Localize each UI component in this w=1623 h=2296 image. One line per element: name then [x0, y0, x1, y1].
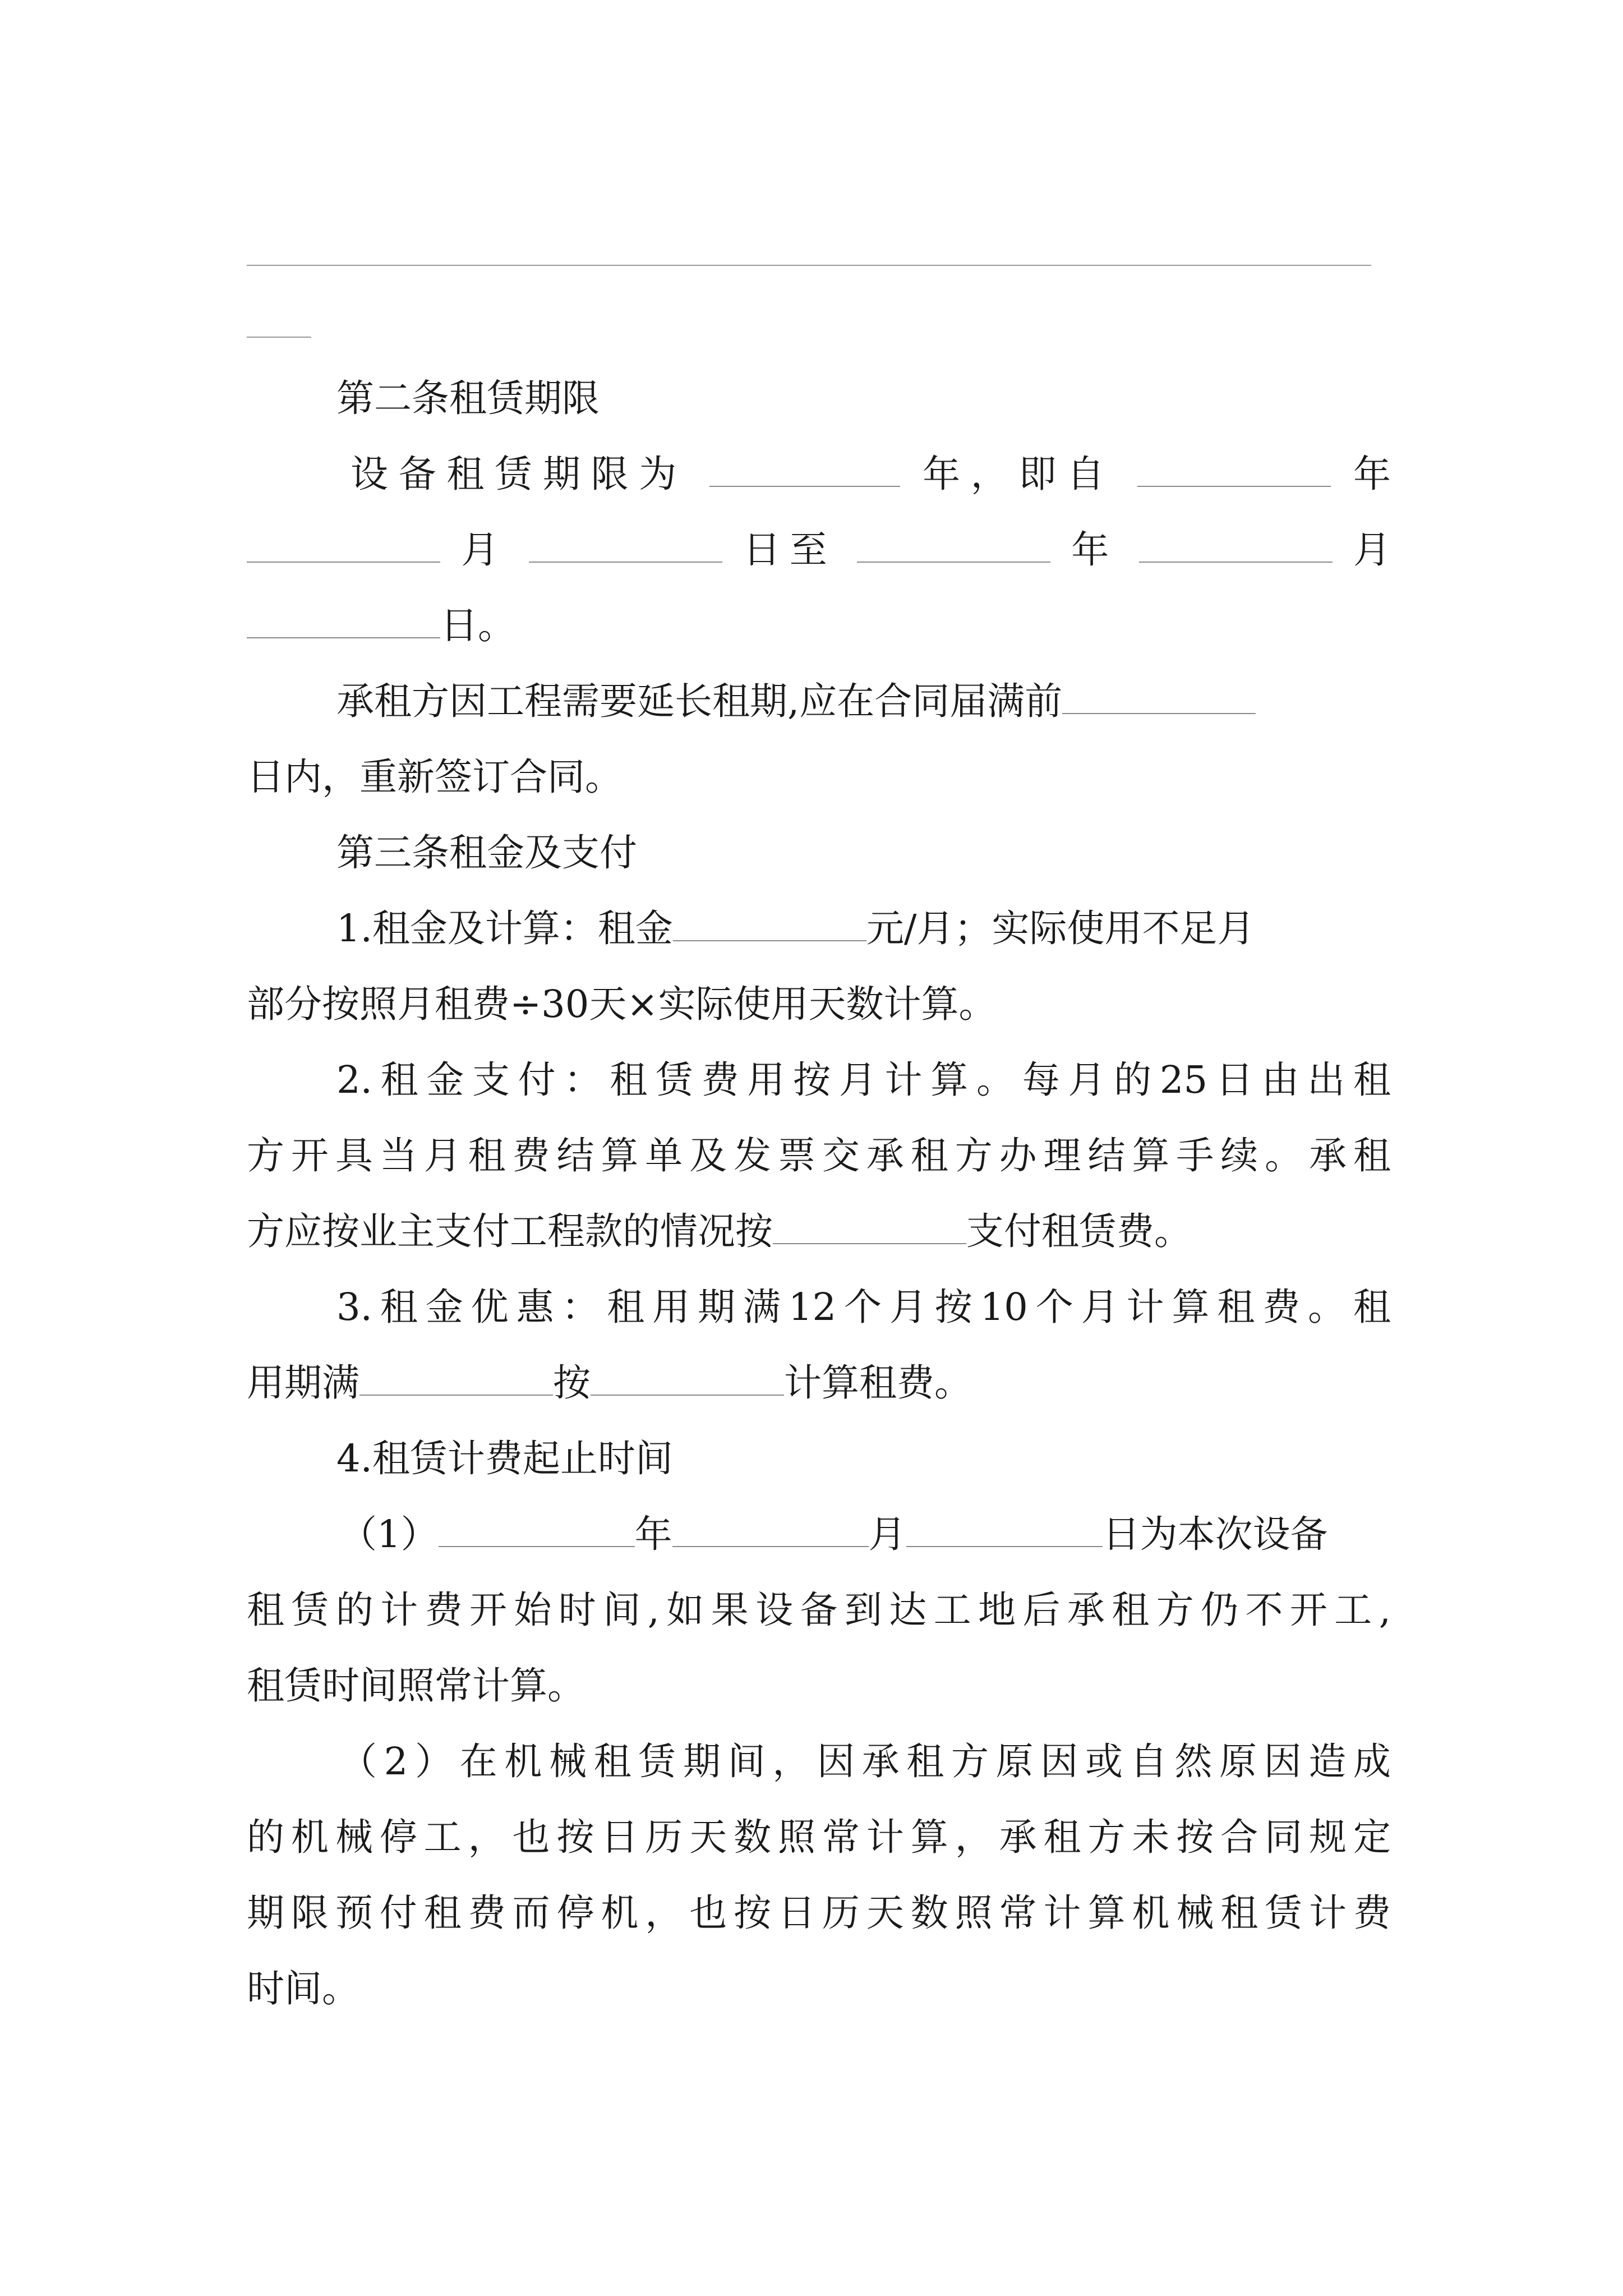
item-2-line-3	[247, 1206, 1391, 1257]
years-blank	[709, 451, 900, 487]
sub-1-line-3	[247, 1660, 1391, 1711]
downtime-text-3: 期限预付租费而停机，也按日历天数照常计算机械租赁计费	[247, 1891, 1391, 1935]
end-day-unit: 日。	[440, 604, 515, 647]
downtime-text-1: （2）在机械租赁期间，因承租方原因或自然原因造成	[339, 1740, 1391, 1783]
discount-text-4: 计算租费。	[784, 1361, 972, 1405]
period-label: 设备租赁期限为	[351, 452, 688, 496]
top-fill-line-continuation	[247, 337, 311, 338]
start-month-blank	[247, 527, 440, 563]
sub-1-number: （1）	[339, 1512, 439, 1556]
payment-text-1: 2.租金支付：租赁费用按月计算。每月的25日由出租	[336, 1058, 1391, 1102]
item-2-line-1	[336, 1055, 1391, 1105]
extension-text: 承租方因工程需要延长租期,应在合同届满前	[336, 679, 1063, 723]
billing-start-note-end: 租赁时间照常计算。	[247, 1664, 585, 1708]
discount-text-1: 3.租金优惠：租用期满12个月按10个月计算租费。租	[336, 1285, 1391, 1329]
payment-text-2: 方开具当月租费结算单及发票交承租方办理结算手续。承租	[247, 1134, 1391, 1177]
sub-1-line-2	[247, 1585, 1391, 1635]
article-2-heading	[336, 373, 1391, 424]
billing-start-note: 租赁的计费开始时间,如果设备到达工地后承租方仍不开工,	[247, 1588, 1391, 1632]
start-year-blank	[1137, 451, 1331, 487]
start-day-blank	[529, 527, 722, 563]
top-fill-line	[247, 265, 1371, 266]
start-day-unit-to: 日至	[743, 528, 836, 572]
payment-method-blank	[773, 1208, 966, 1244]
discount-text-2: 用期满	[247, 1361, 359, 1405]
downtime-text-4: 时间。	[247, 1967, 359, 2010]
article-2-heading-text: 第二条租赁期限	[336, 376, 600, 420]
sub-2-line-2	[247, 1812, 1391, 1862]
billing-start-year-blank	[439, 1511, 635, 1547]
billing-start-month-unit: 月	[868, 1512, 906, 1556]
payment-text-3: 方应按业主支付工程款的情况按	[247, 1209, 773, 1253]
extension-text-end: 日内，重新签订合同。	[247, 755, 623, 799]
billing-start-day-blank	[906, 1511, 1103, 1547]
sub-2-line-3	[247, 1888, 1391, 1938]
end-day-blank	[247, 602, 440, 638]
downtime-text-2: 的机械停工，也按日历天数照常计算，承租方未按合同规定	[247, 1815, 1391, 1859]
item-1-line-1	[336, 903, 1391, 954]
article-2-period-line-3	[247, 600, 1391, 651]
billing-start-text: 日为本次设备	[1102, 1512, 1328, 1556]
billing-start-month-blank	[672, 1511, 869, 1547]
billing-time-heading: 4.租赁计费起止时间	[336, 1437, 673, 1480]
item-4-heading	[336, 1433, 1391, 1484]
discount-period-blank	[359, 1360, 553, 1396]
rent-label: 1.租金及计算：租金	[336, 907, 673, 950]
article-3-heading	[336, 827, 1391, 878]
article-2-period-line-1	[351, 449, 1391, 499]
item-1-line-2	[247, 979, 1391, 1029]
extension-line-2	[247, 752, 1391, 802]
start-month-unit: 月	[461, 528, 508, 572]
item-3-line-1	[336, 1282, 1391, 1332]
item-2-line-2	[247, 1130, 1391, 1181]
sub-1-line-1	[339, 1509, 1391, 1559]
item-3-line-2	[247, 1358, 1391, 1408]
article-2-period-line-2	[247, 524, 1391, 575]
years-unit-from: 年，即自	[923, 452, 1115, 496]
sub-2-line-4	[247, 1963, 1391, 2014]
rent-unit: 元/月；实际使用不足月	[866, 907, 1255, 950]
rent-amount-blank	[673, 905, 866, 941]
end-month-unit: 月	[1353, 528, 1391, 572]
extension-days-blank	[1062, 678, 1256, 714]
end-year-unit: 年	[1071, 528, 1118, 572]
discount-text-3: 按	[553, 1361, 591, 1405]
article-3-heading-text: 第三条租金及支付	[336, 831, 637, 875]
discount-billing-blank	[591, 1360, 784, 1396]
end-month-blank	[1139, 527, 1332, 563]
start-year-unit: 年	[1353, 452, 1391, 496]
end-year-blank	[857, 527, 1050, 563]
sub-2-line-1	[339, 1736, 1391, 1787]
payment-text-4: 支付租赁费。	[966, 1209, 1192, 1253]
extension-line-1	[336, 676, 1391, 726]
billing-start-year-unit: 年	[634, 1512, 672, 1556]
rent-calculation-text: 部分按照月租费÷30天×实际使用天数计算。	[247, 982, 997, 1026]
